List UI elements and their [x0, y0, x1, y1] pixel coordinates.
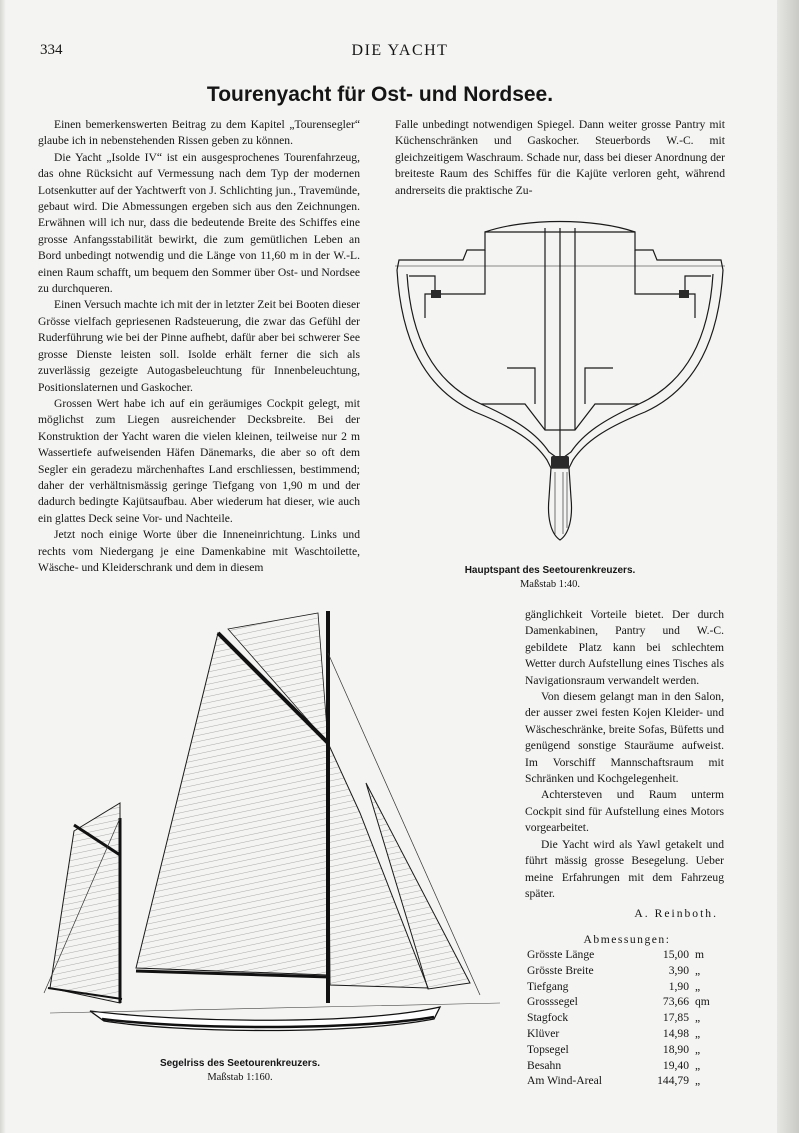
- sail-caption: [110, 1057, 370, 1085]
- hull-caption-title: Hauptspant des Seetourenkreuzers.: [464, 565, 636, 576]
- dimension-value: 14,98: [662, 1026, 689, 1040]
- dimension-label: Am Wind-Areal: [527, 1074, 602, 1088]
- running-header: [40, 40, 760, 62]
- dimension-value: 73,66: [662, 995, 689, 1009]
- dimension-value: 17,85: [662, 1011, 689, 1025]
- dimension-value: 1,90: [668, 979, 689, 993]
- dimension-value: 19,40: [662, 1058, 689, 1072]
- dimensions-table: [527, 933, 727, 1090]
- page-edge-left: [0, 0, 6, 1133]
- sail-plan-drawing: [30, 593, 500, 1055]
- keel: [548, 468, 571, 540]
- dimension-label: Grösste Länge: [527, 948, 595, 961]
- dimension-label: Klüver: [527, 1026, 560, 1040]
- paragraph: Die Yacht „Isolde IV“ ist ein ausgesprochenes Tourenfahrzeug, das ohne Rücksicht auf Vermessung nach dem Typ der modernen Lotsenkutter auf der Yachtwerft von J. Schlichting jun., Travemünde, gebaut wird. Die Abmessungen ergeben sich aus den Zeichnungen. Erwähnen will ich nur, dass die bedeutende Breite des Schiffes eine grosse Anfangsstabilität bewirkt, die zum gemütlichen Leben an Bord unbedingt notwendig und die Länge von 11,60 m in der W.-L. einen Raum schafft, um bequem den Sommer über Ost- und Nordsee zu durchqueren.: [38, 150, 360, 296]
- dimension-row: [527, 1011, 727, 1027]
- dimension-value: 144,79: [657, 1074, 689, 1088]
- dimension-label: Grosssegel: [527, 995, 578, 1009]
- dimension-unit: „: [695, 979, 701, 993]
- dimension-value: 15,00: [662, 948, 689, 961]
- page-number: 334: [40, 42, 63, 58]
- paragraph: Achtersteven und Raum unterm Cockpit sind für Aufstellung eines Motors vorgearbeitet.: [525, 788, 724, 835]
- hull-caption-scale: Maßstab 1:40.: [519, 579, 581, 590]
- dimension-label: Stagfock: [527, 1011, 569, 1025]
- dimension-label: Besahn: [527, 1058, 562, 1072]
- paragraph: Von diesem gelangt man in den Salon, der ausser zwei festen Kojen Kleider- und Wäscheschränke, breite Sofas, Büfetts und genügend sonstige Stauräume aufweist. Im Vorschiff Mannschaftsraum mit Schränken und Kochgelegenheit.: [525, 690, 724, 786]
- dimension-unit: „: [695, 1026, 701, 1040]
- dimension-row: [527, 1027, 727, 1043]
- dimension-label: Grösste Breite: [527, 963, 594, 977]
- sail-caption-scale: Maßstab 1:160.: [207, 1072, 273, 1083]
- hull-section-drawing: [395, 198, 725, 560]
- dimension-row: [527, 948, 727, 964]
- dimension-row: [527, 1074, 727, 1090]
- dimension-unit: „: [695, 1074, 701, 1088]
- paragraph: Grossen Wert habe ich auf ein geräumiges Cockpit gelegt, mit möglichst zum Liegen ausreichender Decksbreite. Bei der Konstruktion der Yacht waren die vielen kleinen, teilweise nur 2 m Wassertiefe aufweisenden Häfen Dänemarks, die aber so oft dem Segler ein geradezu märchenhaftes Land erschliessen, bestimmend; daher der verhältnismässig geringe Tiefgang von 1,90 m und der dadurch bedingte Kajütsaufbau. Aber wiederum hat dieser, wie auch ein glattes Deck seine Vor- und Nachteile.: [38, 396, 360, 525]
- dimension-unit: qm: [695, 995, 710, 1009]
- paragraph: Falle unbedingt notwendigen Spiegel. Dann weiter grosse Pantry mit Küchenschränken und Gaskocher. Steuerbords W.-C. mit gleichzeitigem Waschraum. Schade nur, dass bei dieser Anordnung der breiteste Raum des Schiffes für die Kajüte verloren geht, während andrerseits die praktische Zu-: [395, 118, 725, 197]
- dimension-unit: „: [695, 963, 701, 977]
- dimension-unit: „: [695, 1042, 701, 1056]
- journal-name: DIE YACHT: [351, 42, 449, 59]
- dimension-row: [527, 980, 727, 996]
- dimension-unit: „: [695, 1058, 701, 1072]
- dimension-unit: „: [695, 1011, 701, 1025]
- paragraph: Einen Versuch machte ich mit der in letzter Zeit bei Booten dieser Grösse vielfach gepriesenen Radsteuerung, die zwar das Gefühl der Ruderführung wie bei der Pinne aufhebt, dafür aber bei schwerer See grosse Dienste leisten soll. Isolde erhält ferner die sich als zuverlässig gezeigte Autogasbeleuchtung für Innenbeleuchtung, Positionslaternen und Gaskocher.: [38, 298, 360, 394]
- author-signature: A. Reinboth.: [634, 907, 718, 921]
- page-edge-right: [777, 0, 799, 1133]
- dimensions-title: Abmessungen:: [583, 933, 671, 946]
- paragraph: Jetzt noch einige Worte über die Inneneinrichtung. Links und rechts vom Niedergang je eine Damenkabine mit Waschtoilette, Wäsche- und Kleiderschrank und dem in diesem: [38, 528, 360, 574]
- dimension-row: [527, 964, 727, 980]
- dimension-label: Topsegel: [527, 1042, 569, 1056]
- article-title: Tourenyacht für Ost- und Nordsee.: [206, 83, 554, 106]
- right-text-column-top: [395, 117, 725, 199]
- dimension-row: [527, 1043, 727, 1059]
- paragraph: Die Yacht wird als Yawl getakelt und führt mässig grosse Besegelung. Ueber meine Erfahrungen mit dem Fahrzeug später.: [525, 837, 724, 900]
- paragraph: gänglichkeit Vorteile bietet. Der durch Damenkabinen, Pantry und W.-C. gebildete Platz kann bei schlechtem Wetter durch Aufstellung eines Tisches als Navigationsraum verwandelt werden.: [525, 608, 724, 687]
- dimension-value: 3,90: [668, 963, 689, 977]
- dimension-row: [527, 1059, 727, 1075]
- dimension-value: 18,90: [662, 1042, 689, 1056]
- paragraph: Einen bemerkenswerten Beitrag zu dem Kapitel „Tourensegler“ glaube ich in nebenstehenden Rissen geben zu können.: [38, 118, 360, 148]
- sail-caption-title: Segelriss des Seetourenkreuzers.: [159, 1058, 321, 1069]
- dimension-row: [527, 995, 727, 1011]
- dimension-label: Tiefgang: [527, 979, 569, 993]
- dimension-unit: m: [695, 948, 705, 961]
- right-text-column-bottom: [525, 607, 724, 923]
- stay-sail: [328, 743, 428, 988]
- hull-caption: [420, 564, 680, 592]
- left-text-column: [38, 117, 360, 576]
